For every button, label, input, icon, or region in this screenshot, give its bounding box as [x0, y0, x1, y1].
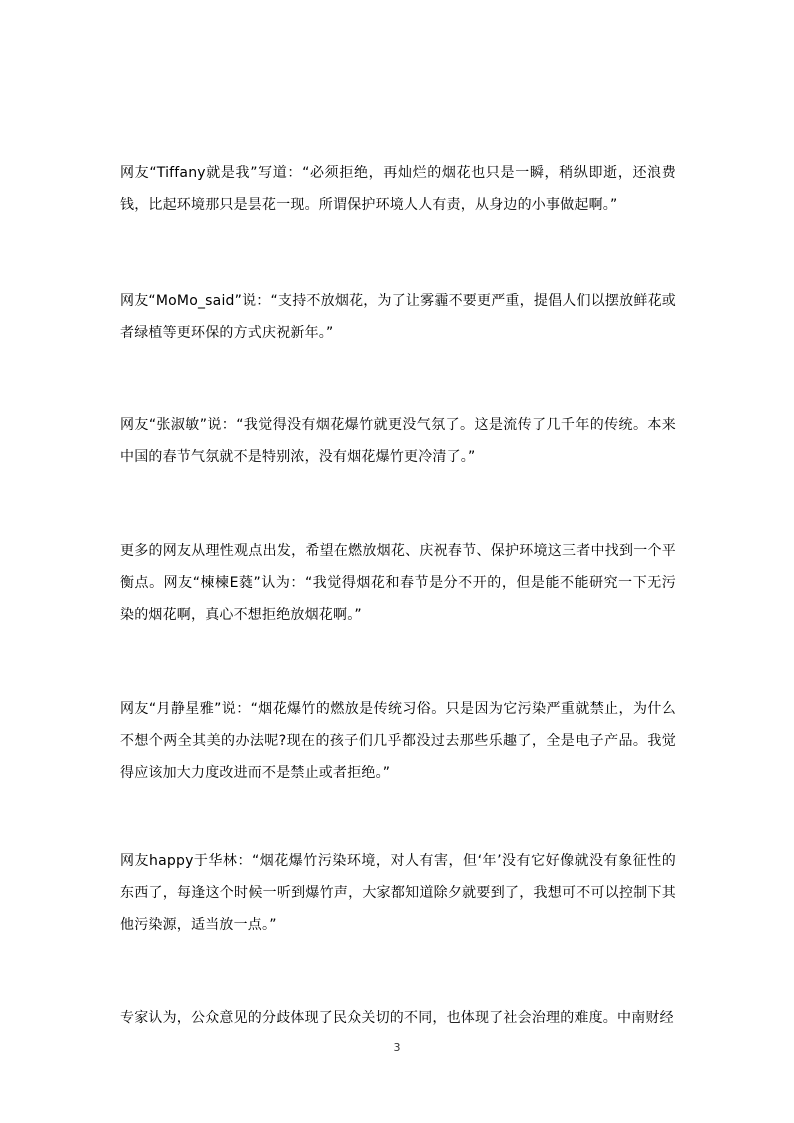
paragraph-tiffany-comment: 网友“Tiffany就是我”写道：“必须拒绝，再灿烂的烟花也只是一瞬，稍纵即逝，还浪费钱，比起环境那只是昙花一现。所谓保护环境人人有责，从身边的小事做起啊。”	[120, 165, 676, 213]
paragraph-balance-comment: 更多的网友从理性观点出发，希望在燃放烟花、庆祝春节、保护环境这三者中找到一个平衡点。网友“楝楝E蕤”认为：“我觉得烟花和春节是分不开的，但是能不能研究一下无污染的烟花啊，真心不想拒绝放烟花啊。”	[120, 543, 676, 623]
paragraph-momo-comment: 网友“MoMo_said”说：“支持不放烟花，为了让雾霾不要更严重，提倡人们以摆放鲜花或者绿植等更环保的方式庆祝新年。”	[120, 293, 676, 341]
paragraph-zhang-comment: 网友“张淑敏”说：“我觉得没有烟花爆竹就更没气氛了。这是流传了几千年的传统。本来中国的春节气氛就不是特别浓，没有烟花爆竹更冷清了。”	[120, 417, 676, 465]
page-number: 3	[393, 1041, 401, 1054]
paragraph-yuejing-comment: 网友“月静星雅”说：“烟花爆竹的燃放是传统习俗。只是因为它污染严重就禁止，为什么不想个两全其美的办法呢?现在的孩子们几乎都没过去那些乐趣了，全是电子产品。我觉得应该加大力度改进而不是禁止或者拒绝。”	[120, 701, 676, 781]
paragraph-expert-opinion: 专家认为，公众意见的分歧体现了民众关切的不同，也体现了社会治理的难度。中南财经	[120, 1010, 674, 1026]
paragraph-happy-comment: 网友happy于华林：“烟花爆竹污染环境，对人有害，但‘年’没有它好像就没有象征性的东西了，每逢这个时候一听到爆竹声，大家都知道除夕就要到了，我想可不可以控制下其他污染源，适当放一点。”	[120, 853, 676, 933]
